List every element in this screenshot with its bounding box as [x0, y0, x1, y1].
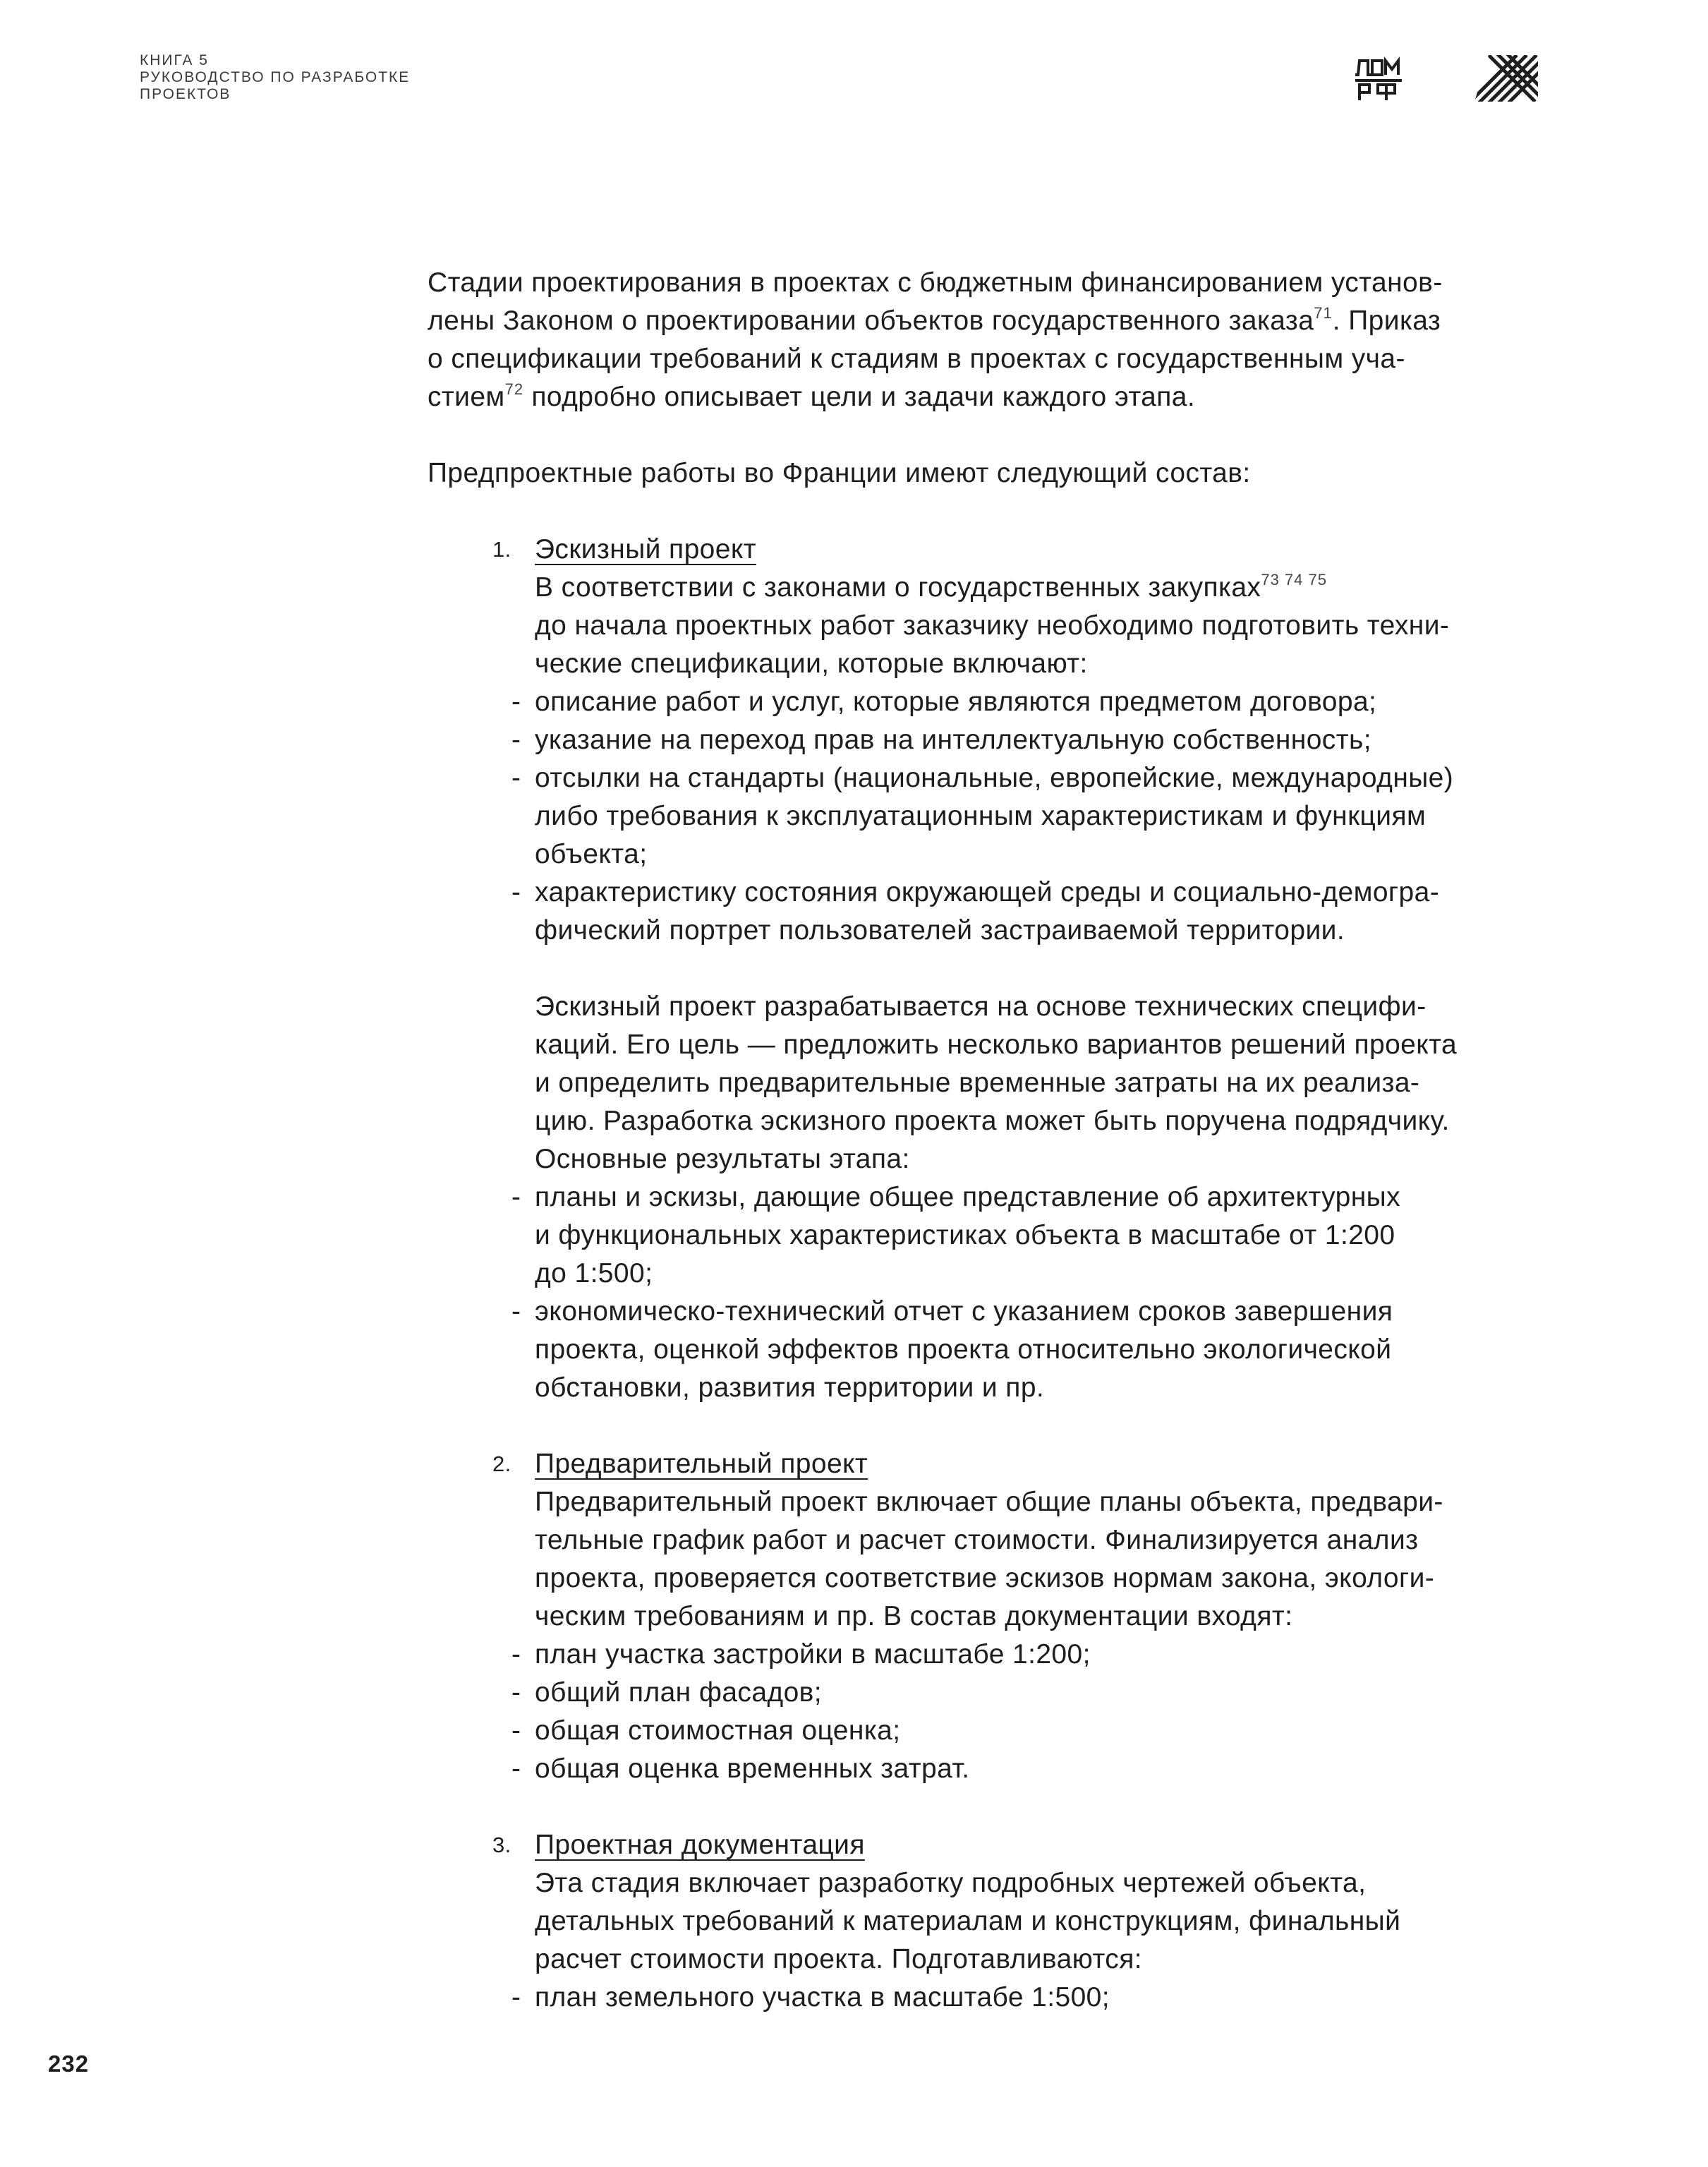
stage-title: Эскизный проект [535, 534, 757, 565]
dom-rf-logo-icon [1352, 55, 1405, 103]
stage-number: 1. [492, 537, 511, 562]
stage-results-paragraph: Эскизный проект разрабатывается на основе технических специфи- каций. Его цель — предложить несколько вариантов решений проекта и определить предварительные временные затраты на их реализа- цию. Разработка эскизного проекта может быть поручена подрядчику. Основные результаты этапа: [535, 991, 1458, 1174]
stages-list [428, 531, 1542, 2017]
footnote-ref-72[interactable]: 72 [504, 380, 524, 398]
page-body [428, 264, 1542, 2017]
bullet-list [535, 683, 1542, 950]
list-item: - указание на переход прав на интеллектуальную собственность; [535, 721, 1542, 759]
list-item: - характеристику состояния окружающей среды и социально-демогра- фический портрет пользователей застраиваемой территории. [535, 874, 1542, 950]
stage-item [428, 531, 1542, 1407]
list-item: - экономическо-технический отчет с указанием сроков завершения проекта, оценкой эффектов проекта относительно экологической обстановки, развития территории и пр. [535, 1293, 1542, 1407]
stage-description: Эта стадия включает разработку подробных чертежей объекта, детальных требований к материалам и конструкциям, финальный расчет стоимости проекта. Подготавливаются: [535, 1868, 1401, 1974]
footnote-ref-73-75[interactable]: 73 74 75 [1261, 571, 1327, 588]
list-item: - общая оценка временных затрат. [535, 1750, 1542, 1788]
list-intro: Предпроектные работы во Франции имеют следующий состав: [428, 458, 1251, 488]
list-item: - отсылки на стандарты (национальные, европейские, международные) либо требования к эксплуатационным характеристикам и функциям объекта; [535, 759, 1542, 874]
list-item: - план участка застройки в масштабе 1:200; [535, 1636, 1542, 1674]
bullet-list [535, 1979, 1542, 2017]
list-item: - план земельного участка в масштабе 1:500; [535, 1979, 1542, 2017]
book-title-line-2: РУКОВОДСТВО ПО РАЗРАБОТКЕ [140, 69, 411, 85]
list-item: - планы и эскизы, дающие общее представление об архитектурных и функциональных характеристиках объекта в масштабе от 1:200 до 1:500; [535, 1178, 1542, 1293]
stage-item [428, 1826, 1542, 2017]
footnote-ref-71[interactable]: 71 [1314, 304, 1333, 322]
book-title-line-1: КНИГА 5 [140, 52, 209, 68]
stage-title: Проектная документация [535, 1830, 865, 1860]
bullet-list [535, 1178, 1542, 1407]
list-item: - общий план фасадов; [535, 1674, 1542, 1712]
stage-description: В соответствии с законами о государственных закупках$^{73 74 75}$ до начала проектных работ заказчику необходимо подготовить техни- ческие спецификации, которые включают: [535, 571, 1450, 679]
book-title [140, 52, 410, 103]
page-number: 232 [48, 2051, 90, 2077]
bullet-list [535, 1636, 1542, 1788]
stage-number: 3. [492, 1833, 511, 1857]
list-item: - описание работ и услуг, которые являются предметом договора; [535, 683, 1542, 721]
stage-title: Предварительный проект [535, 1449, 868, 1479]
stage-number: 2. [492, 1451, 511, 1476]
stage-description: Предварительный проект включает общие планы объекта, предвари- тельные график работ и расчет стоимости. Финализируется анализ проекта, проверяется соответствие эскизов нормам закона, экологи- ческим требованиям и пр. В состав документации входят: [535, 1487, 1443, 1631]
book-title-line-3: ПРОЕКТОВ [140, 86, 231, 102]
intro-paragraph: Стадии проектирования в проектах с бюджетным финансированием установ- лены Законом о проектировании объектов государственного заказа$^{71}$. Приказ о спецификации требований к стадиям в проектах с государственным уча- стием$^{72}$ подробно описывает цели и задачи каждого этапа. [428, 267, 1443, 412]
stage-item [428, 1445, 1542, 1788]
list-item: - общая стоимостная оценка; [535, 1712, 1542, 1750]
hatched-square-logo-icon [1474, 55, 1538, 102]
